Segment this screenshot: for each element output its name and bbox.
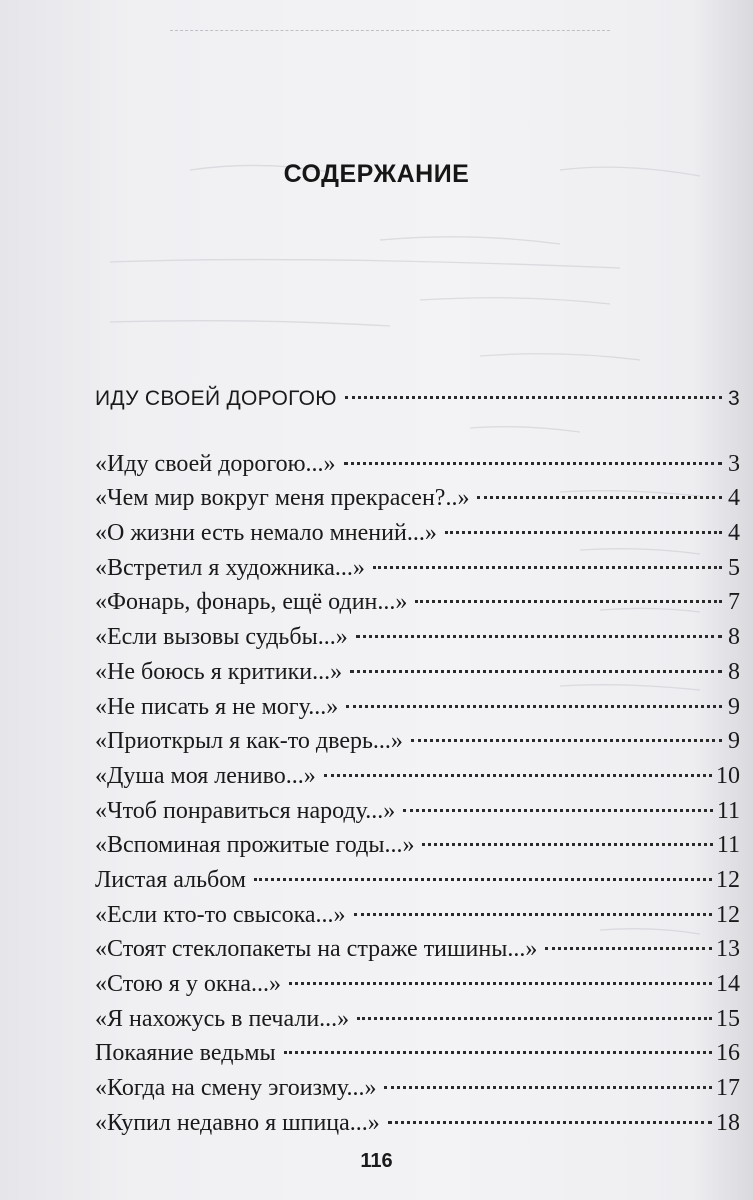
table-of-contents [95,382,740,1140]
dot-leader [477,496,722,499]
toc-entry-title: «Чем мир вокруг меня прекрасен?..» [95,485,470,512]
toc-entry-row [95,1002,740,1037]
toc-entry-title: «Вспоминая прожитые годы...» [95,832,415,859]
toc-entry-title: «Не боюсь я критики...» [95,658,343,685]
toc-entry-title: Покаяние ведьмы [95,1040,276,1067]
toc-entry-page: 8 [728,624,740,651]
toc-entry-row [95,551,740,586]
toc-entry-page: 12 [716,901,740,928]
dot-leader [422,843,712,846]
dot-leader [384,1086,712,1089]
toc-entry-page: 15 [716,1005,740,1032]
toc-entry-page: 13 [716,936,740,963]
toc-entry-row [95,794,740,829]
toc-entry-title: Листая альбом [95,866,246,893]
dot-leader [373,566,722,569]
toc-entry-title: «Если кто-то свысока...» [95,901,346,928]
page-number: 116 [360,1150,393,1172]
toc-entry-page: 5 [728,554,740,581]
toc-entry-row [95,516,740,551]
top-rule [170,30,610,31]
toc-entry-title: «Если вызовы судьбы...» [95,624,348,651]
toc-entry-title: «Приоткрыл я как-то дверь...» [95,728,403,755]
toc-entry-row [95,447,740,482]
dot-leader [415,600,722,603]
toc-entry-row [95,1036,740,1071]
toc-entry-row [95,620,740,655]
toc-entry-page: 18 [716,1109,740,1136]
toc-entry-title: «О жизни есть немало мнений...» [95,520,437,547]
dot-leader [284,1051,712,1054]
toc-entry-row [95,932,740,967]
toc-entry-title: «Я нахожусь в печали...» [95,1005,350,1032]
page-heading: СОДЕРЖАНИЕ [283,160,470,188]
dot-leader [354,913,712,916]
toc-entry-title: «Стою я у окна...» [95,971,281,997]
toc-section-title: ИДУ СВОЕЙ ДОРОГОЮ [95,387,337,410]
toc-entry-row [95,690,740,725]
toc-entry-title: «Когда на смену эгоизму...» [95,1075,377,1102]
toc-entry-title: «Не писать я не могу...» [95,693,339,720]
toc-entry-row [95,898,740,933]
dot-leader [345,396,722,399]
toc-entry-page: 17 [716,1075,740,1102]
toc-entry-page: 14 [716,971,740,997]
dot-leader [254,878,712,881]
toc-entry-title: «Встретил я художника...» [95,554,365,581]
toc-entry-page: 4 [728,520,740,547]
toc-entry-row [95,655,740,690]
dot-leader [350,670,722,673]
toc-entry-page: 8 [728,658,740,685]
toc-entry-page: 9 [728,693,740,720]
toc-entry-page: 10 [716,762,740,789]
toc-entry-row [95,724,740,759]
toc-entry-row [95,585,740,620]
dot-leader [346,705,722,708]
toc-entry-page: 12 [716,866,740,893]
toc-entry-title: «Душа моя лениво...» [95,762,316,789]
dot-leader [324,774,712,777]
toc-entry-page: 9 [728,728,740,755]
toc-entry-row [95,481,740,516]
toc-entry-row [95,863,740,898]
toc-entry-page: 4 [728,485,740,512]
toc-entry-page: 11 [716,797,740,824]
toc-entry-title: «Купил недавно я шпица...» [95,1109,380,1136]
toc-entry-page: 16 [716,1040,740,1067]
toc-entry-row [95,1106,740,1141]
dot-leader [545,947,712,950]
toc-entries [95,447,740,1141]
toc-entry-page: 3 [728,450,740,477]
toc-entry-title: «Чтоб понравиться народу...» [95,797,396,824]
toc-entry-row [95,967,740,1002]
toc-entry-page: 11 [716,832,740,859]
toc-entry-row [95,828,740,863]
dot-leader [411,739,722,742]
toc-section-row [95,382,740,417]
toc-entry-title: «Фонарь, фонарь, ещё один...» [95,589,408,616]
dot-leader [356,635,722,638]
toc-entry-title: «Иду своей дорогою...» [95,450,336,477]
toc-entry-row [95,759,740,794]
toc-section-page: 3 [728,387,740,410]
dot-leader [445,531,722,534]
toc-entry-title: «Стоят стеклопакеты на страже тишины...» [95,936,538,963]
toc-entry-row [95,1071,740,1106]
dot-leader [344,462,722,465]
dot-leader [289,982,712,985]
dot-leader [388,1121,712,1124]
dot-leader [357,1017,712,1020]
dot-leader [403,809,713,812]
toc-entry-page: 7 [728,589,740,616]
